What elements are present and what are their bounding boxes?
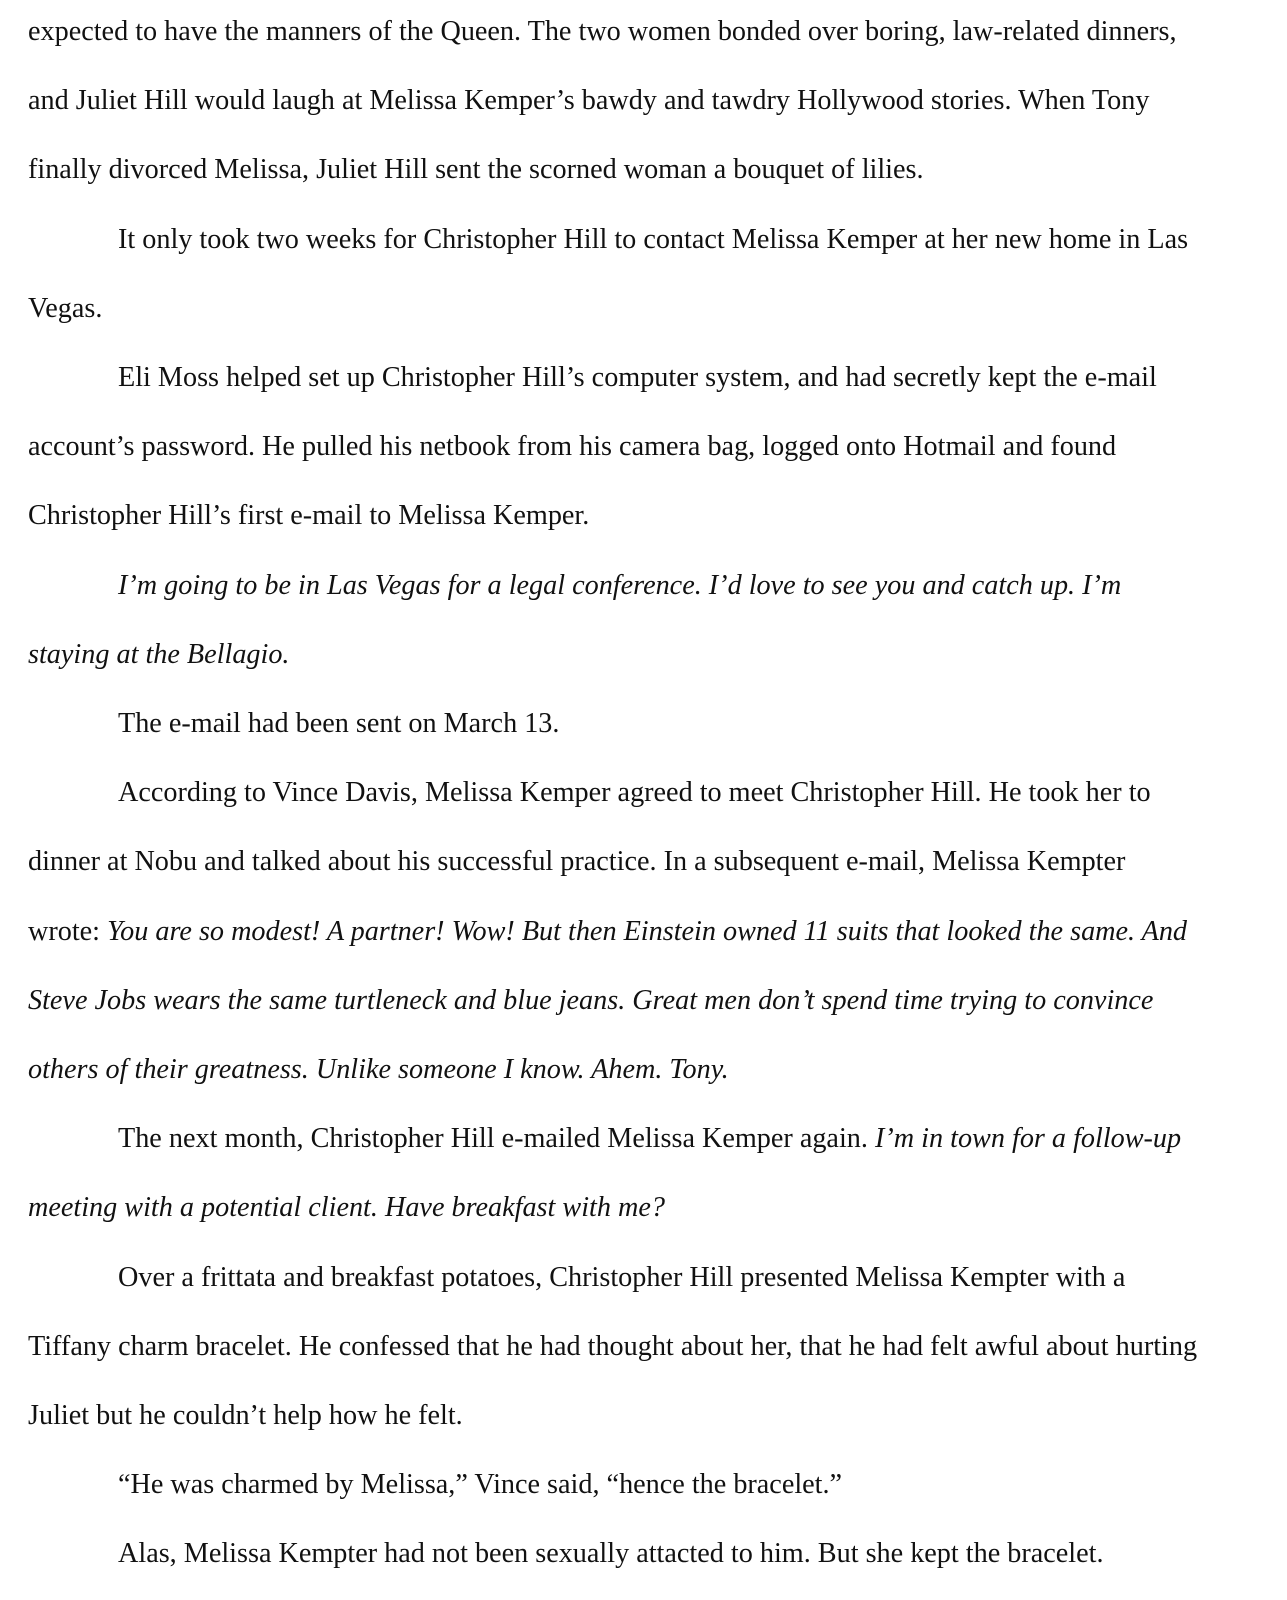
paragraph-10-text: Alas, Melissa Kempter had not been sexually attacted to him. But she kept the bracelet. <box>118 1538 1104 1570</box>
paragraph-6-italic-quote: You are so modest! A partner! Wow! But then Einstein owned 11 suits that looked the same. And Steve Jobs wears the same turtleneck and blue jeans. Great men don’t spend time trying to convince others of their greatness. Unlike someone I know. Ahem. Tony. <box>28 915 1188 1086</box>
paragraph-4-italic-text: I’m going to be in Las Vegas for a legal conference. I’d love to see you and catch up. I’m staying at the Bellagio. <box>28 569 1122 670</box>
paragraph-3-text: Eli Moss helped set up Christopher Hill’s computer system, and had secretly kept the e-mail account’s password. He pulled his netbook from his camera bag, logged onto Hotmail and found Christopher Hill’s first e-mail to Melissa Kemper. <box>28 362 1157 532</box>
paragraph-4-email-quote <box>28 551 1198 689</box>
paragraph-7-text: The next month, Christopher Hill e-mailed Melissa Kemper again. <box>118 1123 875 1155</box>
paragraph-9 <box>28 1450 1198 1519</box>
paragraph-5-text: The e-mail had been sent on March 13. <box>118 708 560 740</box>
paragraph-9-text: “He was charmed by Melissa,” Vince said, “hence the bracelet.” <box>118 1469 843 1501</box>
paragraph-7 <box>28 1104 1198 1242</box>
paragraph-5 <box>28 689 1198 758</box>
paragraph-10 <box>28 1519 1198 1588</box>
paragraph-6-text: According to Vince Davis, Melissa Kemper agreed to meet Christopher Hill. He took her to dinner at Nobu and talked about his successful practice. In a subsequent e-mail, Melissa Kempter wrote: <box>28 777 1151 947</box>
paragraph-1 <box>28 0 1198 205</box>
paragraph-7-italic-quote: I’m in town for a follow-up meeting with a potential client. Have breakfast with me? <box>28 1123 1182 1224</box>
paragraph-2 <box>28 205 1198 343</box>
document-body <box>28 0 1198 1589</box>
paragraph-3 <box>28 343 1198 551</box>
paragraph-6 <box>28 758 1198 1104</box>
paragraph-8-text: Over a frittata and breakfast potatoes, Christopher Hill presented Melissa Kempter with a Tiffany charm bracelet. He confessed that he had thought about her, that he had felt awful about hurting Juliet but he couldn’t help how he felt. <box>28 1261 1198 1432</box>
paragraph-8 <box>28 1243 1198 1451</box>
paragraph-1-text: expected to have the manners of the Queen. The two women bonded over boring, law-related dinners, and Juliet Hill would laugh at Melissa Kemper’s bawdy and tawdry Hollywood stories. When Tony finally divorced Melissa, Juliet Hill sent the scorned woman a bouquet of lilies. <box>28 16 1177 186</box>
paragraph-2-text: It only took two weeks for Christopher Hill to contact Melissa Kemper at her new home in Las Vegas. <box>28 223 1189 324</box>
